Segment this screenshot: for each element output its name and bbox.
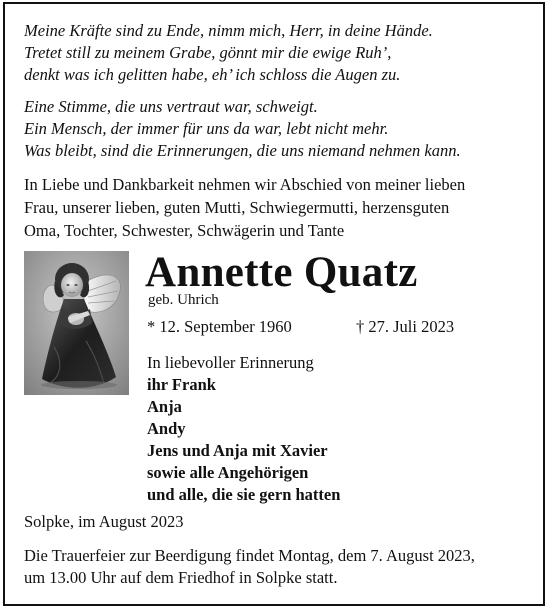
poem-line: Ein Mensch, der immer für uns da war, lebt nicht mehr. bbox=[24, 119, 389, 138]
mourner-name: ihr Frank bbox=[147, 375, 216, 394]
mourner-name: Andy bbox=[147, 419, 186, 438]
intro-line: In Liebe und Dankbarkeit nehmen wir Abschied von meiner lieben bbox=[24, 175, 466, 194]
mourners-list bbox=[147, 352, 340, 506]
mourners-heading: In liebevoller Erinnerung bbox=[147, 353, 314, 372]
poem-line: denkt was ich gelitten habe, eh’ ich schloss die Augen zu. bbox=[24, 65, 401, 84]
poem-line: Meine Kräfte sind zu Ende, nimm mich, Herr, in deine Hände. bbox=[24, 21, 433, 40]
mourner-name: und alle, die sie gern hatten bbox=[147, 485, 341, 504]
funeral-line: um 13.00 Uhr auf dem Friedhof in Solpke statt. bbox=[24, 568, 338, 587]
angel-figurine-icon bbox=[24, 251, 129, 395]
mourner-name: Anja bbox=[147, 397, 182, 416]
deceased-name: Annette Quatz bbox=[145, 249, 418, 296]
farewell-intro bbox=[24, 173, 524, 242]
poem-line: Eine Stimme, die uns vertraut war, schweigt. bbox=[24, 97, 318, 116]
poem-line: Tretet still zu meinem Grabe, gönnt mir die ewige Ruh’, bbox=[24, 43, 392, 62]
poem-verse-1 bbox=[24, 20, 524, 86]
poem-verse-2 bbox=[24, 96, 524, 162]
angel-figurine-photo bbox=[24, 251, 129, 395]
intro-line: Oma, Tochter, Schwester, Schwägerin und Tante bbox=[24, 221, 345, 240]
death-date: † 27. Juli 2023 bbox=[356, 317, 455, 336]
place-and-date: Solpke, im August 2023 bbox=[24, 512, 184, 531]
birth-name: geb. Uhrich bbox=[148, 292, 219, 308]
mourner-name: sowie alle Angehörigen bbox=[147, 463, 309, 482]
funeral-info bbox=[24, 545, 475, 589]
intro-line: Frau, unserer lieben, guten Mutti, Schwiegermutti, herzensguten bbox=[24, 198, 450, 217]
poem-line: Was bleibt, sind die Erinnerungen, die uns niemand nehmen kann. bbox=[24, 141, 461, 160]
funeral-line: Die Trauerfeier zur Beerdigung findet Montag, dem 7. August 2023, bbox=[24, 546, 475, 565]
birth-date: * 12. September 1960 bbox=[147, 317, 292, 336]
mourner-name: Jens und Anja mit Xavier bbox=[147, 441, 328, 460]
